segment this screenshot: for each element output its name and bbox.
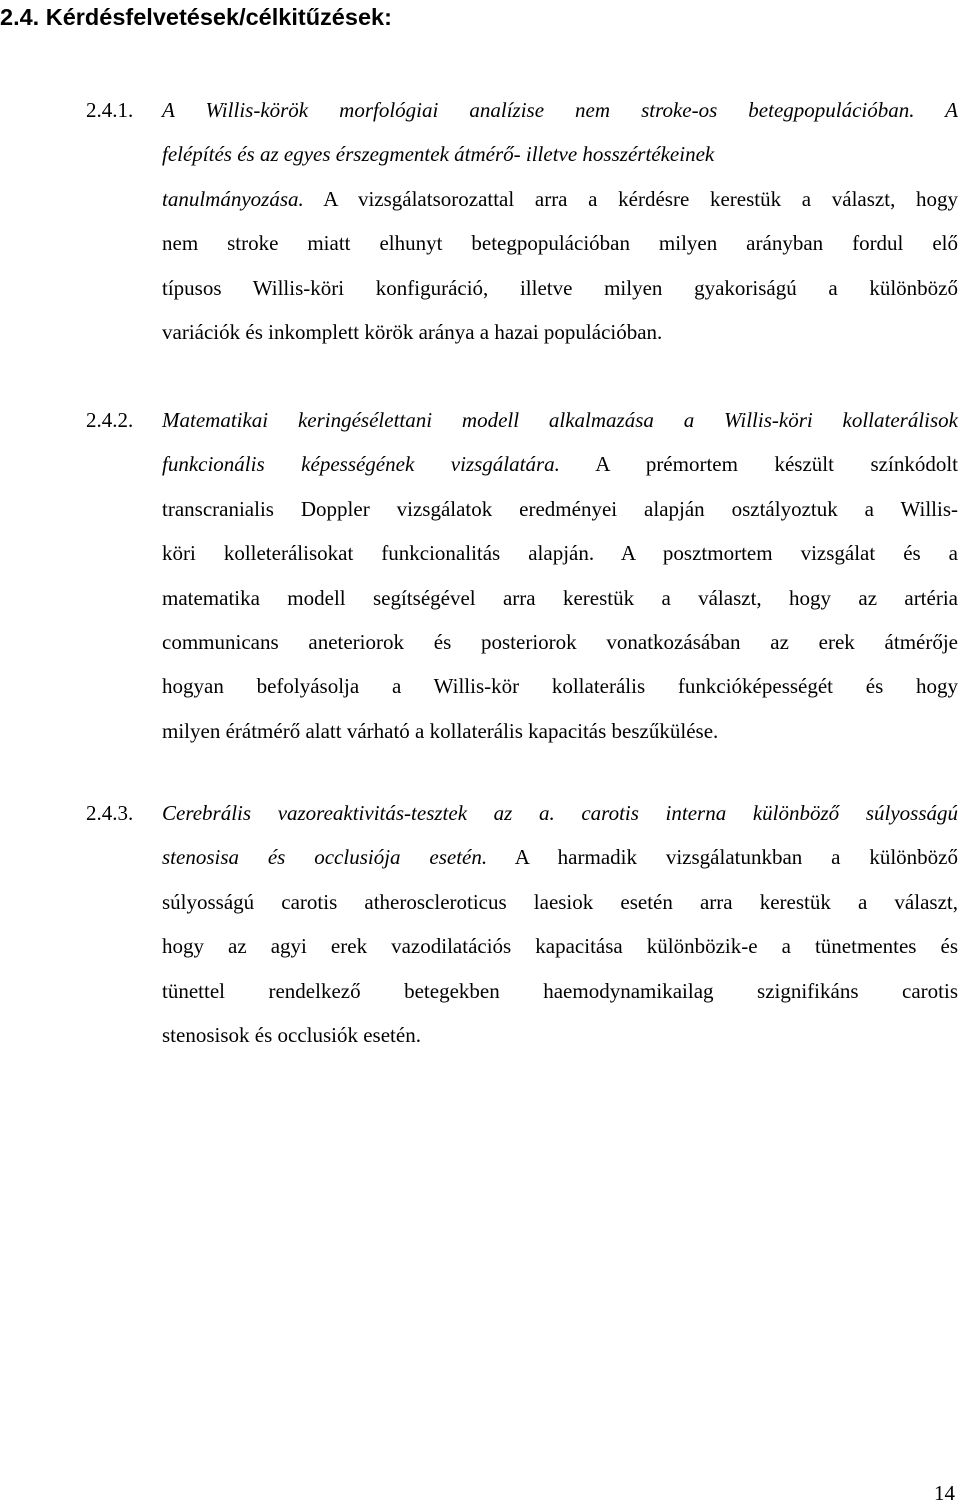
paragraph-line [162,442,958,486]
paragraph-text: variációk és inkomplett körök aránya a hazai populációban. [162,320,663,345]
paragraph-line [162,132,958,176]
subsection-title: stenosisa és occlusiója esetén. [162,845,488,870]
section-heading: 2.4. Kérdésfelvetések/célkitűzések: [0,4,392,30]
paragraph-text: A prémortem készült színkódolt [559,452,958,477]
subsection-title: A Willis-körök morfológiai analízise nem stroke-os betegpopulációban. A [162,98,958,122]
paragraph-text: tünettel rendelkező betegekben haemodynamikailag szignifikáns carotis [162,978,958,1003]
paragraph-line [162,531,958,575]
paragraph-text: köri kolleterálisokat funkcionalitás alapján. A posztmortem vizsgálat és a [162,541,958,566]
subsection-title: Matematikai keringésélettani modell alkalmazása a Willis-köri kollaterálisok [162,408,958,432]
subsection-paragraph [162,398,958,753]
paragraph-line [162,310,958,354]
paragraph-line [162,88,958,132]
paragraph-line [162,177,958,221]
paragraph-text: A harmadik vizsgálatunkban a különböző [487,845,958,870]
paragraph-text: milyen érátmérő alatt várható a kollaterális kapacitás beszűkülése. [162,718,719,743]
paragraph-line [162,709,958,753]
paragraph-text: matematika modell segítségével arra kerestük a választ, hogy az artéria [162,585,958,610]
paragraph-line [162,791,958,835]
paragraph-text: hogyan befolyásolja a Willis-kör kollaterális funkcióképességét és hogy [162,674,958,699]
paragraph-line [162,1013,958,1057]
paragraph-text: hogy az agyi erek vazodilatációs kapacitása különbözik-e a tünetmentes és [162,934,958,959]
subsection-2-4-1 [86,88,958,354]
paragraph-line [162,969,958,1013]
paragraph-line [162,880,958,924]
paragraph-text: súlyosságú carotis atheroscleroticus laesiok esetén arra kerestük a választ, [162,889,958,914]
subsection-number: 2.4.3. [86,801,134,825]
paragraph-text: transcranialis Doppler vizsgálatok eredményei alapján osztályoztuk a Willis- [162,496,958,521]
subsection-number: 2.4.1. [86,98,134,122]
paragraph-text: stenosisok és occlusiók esetén. [162,1023,421,1048]
paragraph-line [162,221,958,265]
paragraph-text: communicans aneteriorok és posteriorok vonatkozásában az erek átmérője [162,630,958,655]
subsection-title: funkcionális képességének vizsgálatára. [162,452,560,477]
paragraph-line [162,398,958,442]
subsection-2-4-3 [86,791,958,1057]
paragraph-line [162,664,958,708]
paragraph-text: típusos Willis-köri konfiguráció, illetve milyen gyakoriságú a különböző [162,275,958,300]
subsection-number: 2.4.2. [86,408,134,432]
subsection-title: tanulmányozása. [162,186,304,211]
subsection-paragraph [162,88,958,354]
subsection-2-4-2 [86,398,958,753]
subsection-title: Cerebrális vazoreaktivitás-tesztek az a. carotis interna különböző súlyosságú [162,801,958,825]
paragraph-line [162,266,958,310]
subsection-title: felépítés és az egyes érszegmentek átmérő- illetve hosszértékeinek [162,142,715,167]
page-number: 14 [934,1481,955,1505]
paragraph-text: A vizsgálatsorozattal arra a kérdésre kerestük a választ, hogy [303,186,958,211]
subsection-paragraph [162,791,958,1057]
paragraph-line [162,924,958,968]
paragraph-text: nem stroke miatt elhunyt betegpopulációban milyen arányban fordul elő [162,231,958,256]
paragraph-line [162,576,958,620]
paragraph-line [162,487,958,531]
paragraph-line [162,835,958,879]
paragraph-line [162,620,958,664]
